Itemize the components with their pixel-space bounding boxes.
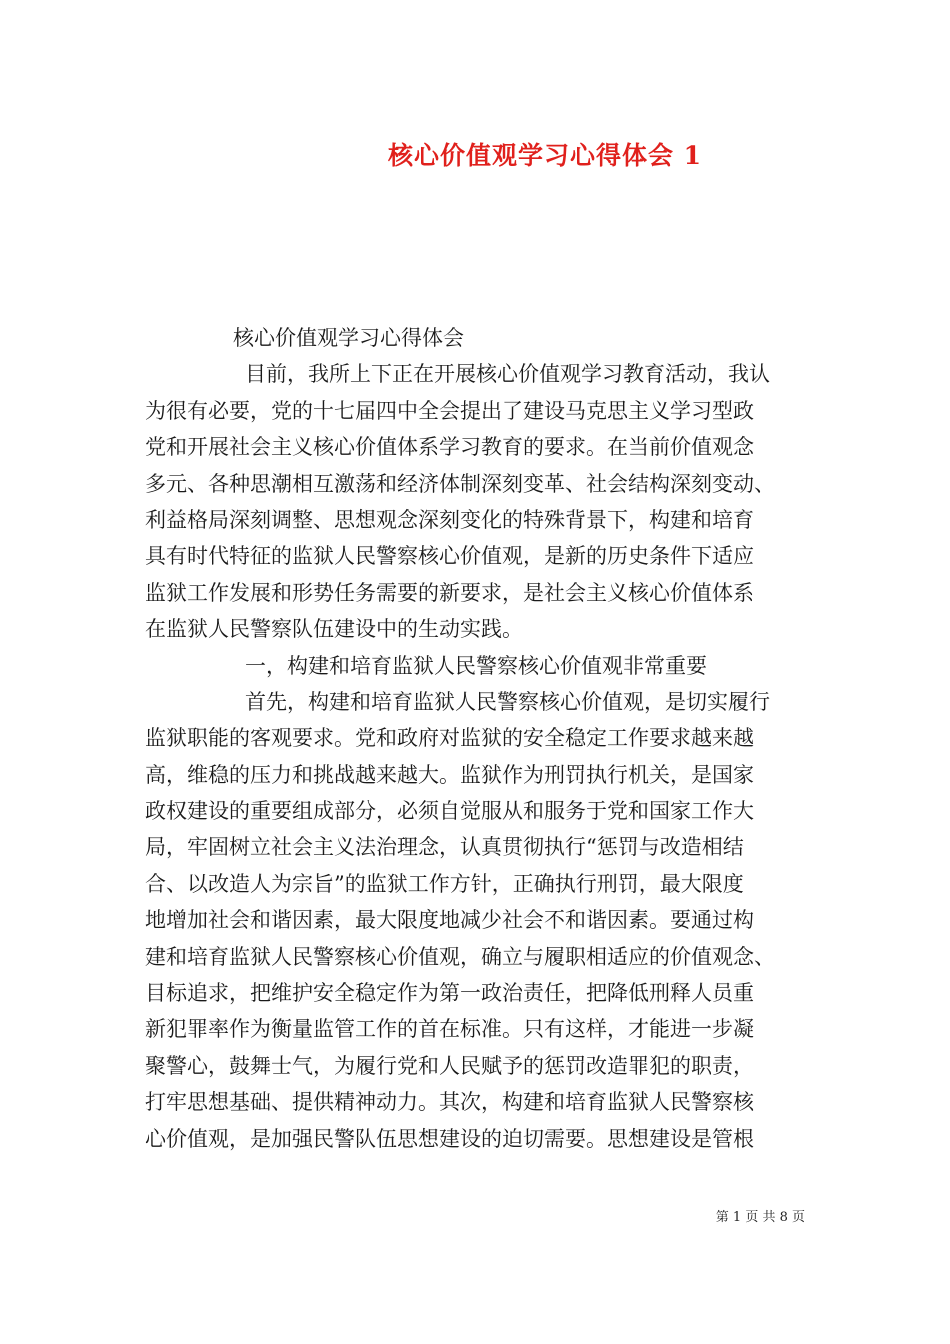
paragraph-line: 聚警心，鼓舞士气，为履行党和人民赋予的惩罚改造罪犯的职责， [145, 1053, 754, 1078]
paragraph-line: 心价值观，是加强民警队伍思想建设的迫切需要。思想建设是管根 [145, 1126, 754, 1151]
paragraph-line: 利益格局深刻调整、思想观念深刻变化的特殊背景下，构建和培育 [145, 507, 754, 532]
paragraph-line: 为很有必要，党的十七届四中全会提出了建设马克思主义学习型政 [145, 398, 754, 423]
paragraph-line: 地增加社会和谐因素，最大限度地减少社会不和谐因素。要通过构 [145, 908, 754, 933]
paragraph-line: 多元、各种思潮相互激荡和经济体制深刻变革、社会结构深刻变动、 [145, 471, 775, 496]
paragraph-line: 在监狱人民警察队伍建设中的生动实践。 [145, 617, 523, 642]
paragraph-line: 监狱职能的客观要求。党和政府对监狱的安全稳定工作要求越来越 [145, 726, 754, 751]
document-title: 核心价值观学习心得体会 1 [387, 141, 703, 170]
paragraph-line: 打牢思想基础、提供精神动力。其次，构建和培育监狱人民警察核 [145, 1090, 754, 1115]
paragraph-line: 局，牢固树立社会主义法治理念，认真贯彻执行“惩罚与改造相结 [145, 835, 744, 860]
paragraph-line: 党和开展社会主义核心价值体系学习教育的要求。在当前价值观念 [145, 435, 754, 460]
paragraph-line: 一，构建和培育监狱人民警察核心价值观非常重要 [245, 653, 707, 678]
document-body [145, 320, 810, 1157]
section-heading: 核心价值观学习心得体会 [233, 326, 464, 350]
paragraph-line: 新犯罪率作为衡量监管工作的首在标准。只有这样，才能进一步凝 [145, 1017, 754, 1042]
paragraph-line: 监狱工作发展和形势任务需要的新要求，是社会主义核心价值体系 [145, 580, 754, 605]
paragraph-line: 具有时代特征的监狱人民警察核心价值观，是新的历史条件下适应 [145, 544, 754, 569]
paragraph-line: 目前，我所上下正在开展核心价值观学习教育活动，我认 [245, 362, 770, 387]
paragraph-line: 建和培育监狱人民警察核心价值观，确立与履职相适应的价值观念、 [145, 944, 775, 969]
paragraph-line: 首先，构建和培育监狱人民警察核心价值观，是切实履行 [245, 689, 770, 714]
page-number-footer: 第 1 页 共 8 页 [715, 1210, 805, 1225]
paragraph-line: 政权建设的重要组成部分，必须自觉服从和服务于党和国家工作大 [145, 799, 754, 824]
paragraph-line: 目标追求，把维护安全稳定作为第一政治责任，把降低刑释人员重 [145, 981, 754, 1006]
paragraph-line: 高，维稳的压力和挑战越来越大。监狱作为刑罚执行机关，是国家 [145, 762, 754, 787]
paragraph-line: 合、以改造人为宗旨”的监狱工作方针，正确执行刑罚，最大限度 [145, 871, 744, 896]
